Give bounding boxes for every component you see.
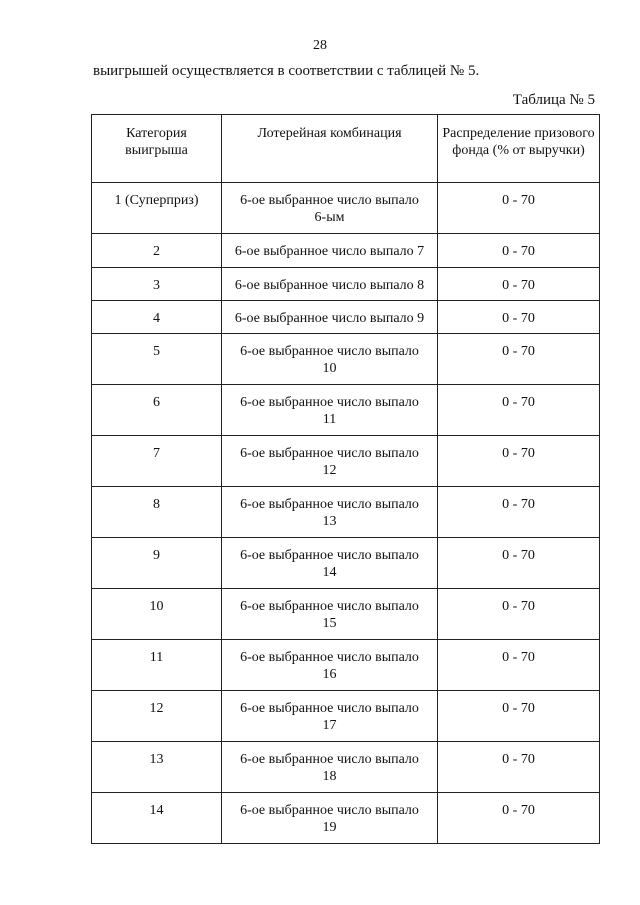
- category-cell: 4: [92, 301, 222, 334]
- table-row: [92, 385, 600, 436]
- distribution-cell: 0 - 70: [438, 183, 600, 234]
- header-distribution: Распределение призового фонда (% от выручки): [438, 115, 600, 183]
- table-row: [92, 487, 600, 538]
- table-row: [92, 589, 600, 640]
- combination-cell: [222, 538, 438, 589]
- header-combination: Лотерейная комбинация: [222, 115, 438, 183]
- distribution-cell: 0 - 70: [438, 691, 600, 742]
- combination-text: 6-ое выбранное число выпало: [240, 497, 419, 512]
- category-cell: 8: [92, 487, 222, 538]
- table-row: [92, 301, 600, 334]
- combination-number: 13: [322, 514, 337, 529]
- combination-text: 6-ое выбранное число выпало: [240, 446, 419, 461]
- distribution-cell: 0 - 70: [438, 301, 600, 334]
- combination-text: 6-ое выбранное число выпало: [240, 701, 419, 716]
- combination-cell: [222, 793, 438, 844]
- table-row: [92, 793, 600, 844]
- combination-text: 6-ое выбранное число выпало: [240, 395, 419, 410]
- distribution-cell: 0 - 70: [438, 334, 600, 385]
- combination-text: 6-ое выбранное число выпало: [240, 803, 419, 818]
- page-number: 28: [313, 38, 327, 53]
- combination-cell: 6-ое выбранное число выпало 8: [222, 268, 438, 301]
- combination-number: 16: [322, 667, 337, 682]
- combination-cell: [222, 487, 438, 538]
- combination-cell: [222, 183, 438, 234]
- category-cell: 2: [92, 234, 222, 268]
- category-cell: 13: [92, 742, 222, 793]
- category-cell: 11: [92, 640, 222, 691]
- combination-number: 11: [322, 412, 337, 427]
- combination-text: 6-ое выбранное число выпало: [240, 344, 419, 359]
- distribution-cell: 0 - 70: [438, 436, 600, 487]
- combination-number: 14: [322, 565, 337, 580]
- category-cell: 10: [92, 589, 222, 640]
- combination-text: 6-ое выбранное число выпало: [240, 650, 419, 665]
- combination-number: 6-ым: [314, 210, 345, 225]
- table-row: [92, 183, 600, 234]
- header-category: Категория выигрыша: [92, 115, 222, 183]
- category-cell: 5: [92, 334, 222, 385]
- distribution-cell: 0 - 70: [438, 487, 600, 538]
- combination-cell: [222, 640, 438, 691]
- table-row: [92, 691, 600, 742]
- distribution-cell: 0 - 70: [438, 742, 600, 793]
- category-cell: 1 (Суперприз): [92, 183, 222, 234]
- combination-number: 12: [322, 463, 337, 478]
- combination-cell: [222, 385, 438, 436]
- category-cell: 6: [92, 385, 222, 436]
- combination-text: 6-ое выбранное число выпало: [240, 193, 419, 208]
- table-row: [92, 436, 600, 487]
- distribution-cell: 0 - 70: [438, 268, 600, 301]
- table-row: [92, 538, 600, 589]
- distribution-cell: 0 - 70: [438, 385, 600, 436]
- combination-number: 10: [322, 361, 337, 376]
- category-cell: 3: [92, 268, 222, 301]
- combination-cell: [222, 742, 438, 793]
- combination-number: 19: [322, 820, 337, 835]
- distribution-cell: 0 - 70: [438, 538, 600, 589]
- distribution-cell: 0 - 70: [438, 589, 600, 640]
- distribution-cell: 0 - 70: [438, 793, 600, 844]
- combination-cell: [222, 436, 438, 487]
- table-header-row: [92, 115, 600, 183]
- distribution-cell: 0 - 70: [438, 234, 600, 268]
- category-cell: 9: [92, 538, 222, 589]
- table-row: [92, 334, 600, 385]
- table-row: [92, 268, 600, 301]
- table-row: [92, 640, 600, 691]
- combination-cell: 6-ое выбранное число выпало 7: [222, 234, 438, 268]
- table-caption: Таблица № 5: [512, 92, 595, 108]
- combination-number: 18: [322, 769, 337, 784]
- combination-text: 6-ое выбранное число выпало: [240, 548, 419, 563]
- prize-distribution-table: [91, 114, 600, 844]
- combination-text: 6-ое выбранное число выпало: [240, 752, 419, 767]
- combination-number: 15: [322, 616, 337, 631]
- combination-number: 17: [322, 718, 337, 733]
- combination-text: 6-ое выбранное число выпало: [240, 599, 419, 614]
- category-cell: 12: [92, 691, 222, 742]
- table-row: [92, 742, 600, 793]
- intro-text: выигрышей осуществляется в соответствии с таблицей № 5.: [93, 63, 480, 79]
- combination-cell: 6-ое выбранное число выпало 9: [222, 301, 438, 334]
- table-row: [92, 234, 600, 268]
- distribution-cell: 0 - 70: [438, 640, 600, 691]
- combination-cell: [222, 691, 438, 742]
- category-cell: 7: [92, 436, 222, 487]
- combination-cell: [222, 589, 438, 640]
- combination-cell: [222, 334, 438, 385]
- category-cell: 14: [92, 793, 222, 844]
